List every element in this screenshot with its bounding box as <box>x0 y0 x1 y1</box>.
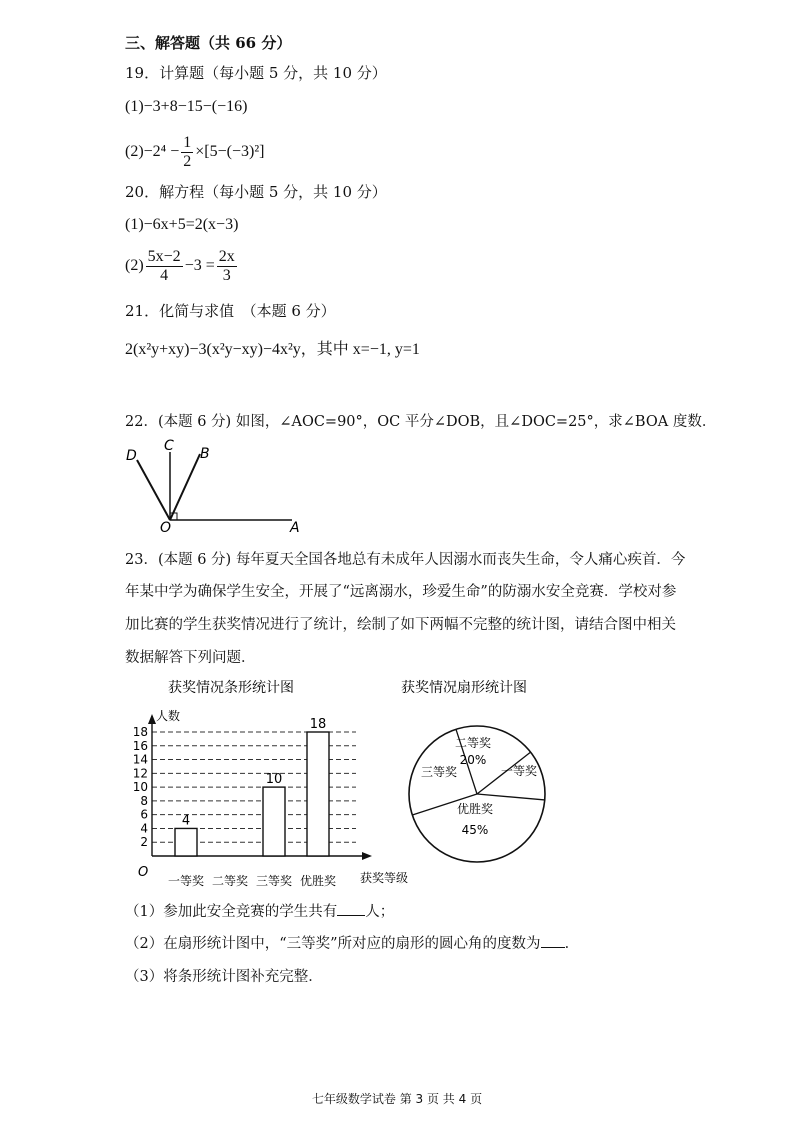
pie-slice-label: 优胜奖 <box>456 802 494 816</box>
q23-sub1-text: （1）参加此安全竞赛的学生共有 <box>125 904 338 920</box>
x-tick-label: 优胜奖 <box>299 874 337 888</box>
q19-part2-prefix: (2)−2⁴ − <box>125 143 180 161</box>
ray-ob <box>170 454 200 520</box>
y-tick-label: 18 <box>132 725 148 739</box>
q23-line3: 加比赛的学生获奖情况进行了统计，绘制了如下两幅不完整的统计图，请结合图中相关 <box>125 617 676 633</box>
y-tick-label: 4 <box>140 821 148 836</box>
y-tick-label: 12 <box>132 766 148 781</box>
x-tick-label: 一等奖 <box>167 874 205 888</box>
bar <box>263 787 285 856</box>
q23-sub3: （3）将条形统计图补充完整． <box>125 969 323 985</box>
y-axis-arrow <box>148 714 156 724</box>
x-axis-arrow <box>362 852 372 860</box>
origin-label: O <box>138 865 149 880</box>
y-tick-label: 10 <box>132 780 148 795</box>
q23-sub1-suffix: 人； <box>365 904 395 920</box>
answer-blank-2[interactable] <box>541 933 565 948</box>
q19-part2-suffix: ×[5−(−3)²] <box>195 143 265 161</box>
q20-header: 20．解方程（每小题 5 分，共 10 分） <box>125 183 387 201</box>
x-axis-label: 获奖等级 <box>360 871 409 885</box>
q20-fraction-2-den: 3 <box>222 267 231 284</box>
pie-chart-title: 获奖情况扇形统计图 <box>401 680 527 696</box>
label-a: A <box>290 520 300 534</box>
q23-sub1 <box>125 900 394 921</box>
q20-fraction-2 <box>217 248 237 285</box>
q23-line2: 年某中学为确保学生安全，开展了“远离溺水，珍爱生命”的防溺水安全竞赛．学校对参 <box>125 584 677 600</box>
answer-blank-1[interactable] <box>337 901 365 916</box>
q19-fraction-num: 1 <box>183 134 192 151</box>
q22-text: 22．(本题 6 分) 如图，∠AOC=90°，OC 平分∠DOB，且∠DOC=25°，求∠BOA 度数． <box>125 414 717 430</box>
y-axis-label: 人数 <box>156 709 181 723</box>
q23-sub2-text: （2）在扇形统计图中，“三等奖”所对应的扇形的圆心角的度数为 <box>125 936 541 952</box>
q20-part2-mid: −3 = <box>184 257 215 275</box>
page-footer: 七年级数学试卷 第 3 页 共 4 页 <box>311 1092 483 1106</box>
pie-percent-label: 20% <box>459 753 487 767</box>
pie-chart <box>395 672 560 894</box>
q23-sub2-suffix: ． <box>564 936 580 952</box>
y-tick-label: 6 <box>140 807 148 822</box>
q23-sub2 <box>125 932 579 953</box>
angle-figure <box>120 434 320 534</box>
q20-fraction-1-den: 4 <box>160 267 169 284</box>
y-tick-label: 8 <box>140 793 148 808</box>
pie-slice-label: 一等奖 <box>500 764 538 778</box>
q19-header: 19．计算题（每小题 5 分，共 10 分） <box>125 64 387 82</box>
q20-fraction-1 <box>146 248 183 285</box>
q19-part2 <box>125 134 264 171</box>
ray-od <box>137 460 170 520</box>
x-tick-label: 二等奖 <box>211 874 249 888</box>
q19-part2-fraction <box>181 134 193 171</box>
q21-header: 21．化简与求值 （本题 6 分） <box>125 302 336 320</box>
bar-data-label: 10 <box>265 772 283 788</box>
q23-line4: 数据解答下列问题． <box>125 650 256 666</box>
x-tick-label: 三等奖 <box>255 874 293 888</box>
label-b: B <box>200 446 210 462</box>
label-o: O <box>160 520 172 534</box>
q20-part2-prefix: (2) <box>125 257 144 275</box>
pie-percent-label: 45% <box>461 823 489 837</box>
label-d: D <box>126 448 137 464</box>
q20-fraction-2-num: 2x <box>218 248 235 265</box>
bar-chart <box>118 672 428 894</box>
q20-part2 <box>125 248 239 285</box>
y-tick-label: 14 <box>132 752 148 767</box>
label-c: C <box>164 438 174 454</box>
pie-slice-label: 二等奖 <box>454 736 492 750</box>
q19-fraction-den: 2 <box>183 153 192 170</box>
y-tick-label: 16 <box>132 738 148 753</box>
bar-chart-title: 获奖情况条形统计图 <box>168 680 294 696</box>
q23-line1: 23．(本题 6 分) 每年夏天全国各地总有未成年人因溺水而丧失生命，令人痛心疾首．今 <box>125 552 686 568</box>
bar <box>307 732 329 856</box>
q20-part1: (1)−6x+5=2(x−3) <box>125 216 239 233</box>
q21-expression: 2(x²y+xy)−3(x²y−xy)−4x²y，其中 x=−1, y=1 <box>125 341 420 358</box>
y-tick-label: 2 <box>140 835 148 850</box>
bar <box>175 828 197 856</box>
q19-part1: (1)−3+8−15−(−16) <box>125 98 248 115</box>
q20-fraction-1-num: 5x−2 <box>147 248 181 265</box>
section-title: 三、解答题（共 66 分） <box>125 34 292 52</box>
bar-data-label: 18 <box>309 717 327 732</box>
pie-slice-label: 三等奖 <box>420 765 458 779</box>
bar-data-label: 4 <box>181 813 191 829</box>
